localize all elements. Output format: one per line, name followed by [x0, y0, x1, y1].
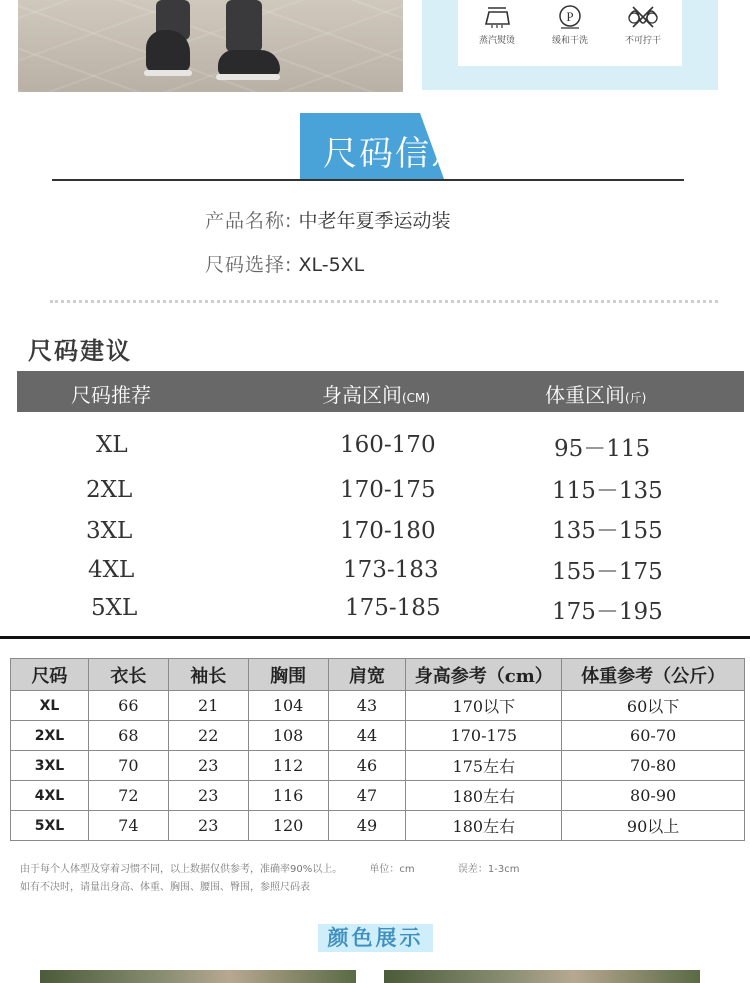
- table-row: [11, 721, 745, 751]
- table-cell: 112: [248, 751, 328, 781]
- advice-heading: 尺码建议: [28, 337, 132, 365]
- table-cell: 74: [88, 811, 168, 841]
- size-range-line: [205, 250, 364, 277]
- care-item-steam: 蒸汽熨烫: [462, 4, 532, 46]
- section-divider: [0, 636, 750, 639]
- advice-row-size: 2XL: [86, 477, 133, 503]
- gentle-dry-clean-icon: [556, 4, 584, 30]
- table-cell: 180左右: [406, 781, 562, 811]
- table-cell: 116: [248, 781, 328, 811]
- advice-row-height: 175-185: [345, 595, 441, 621]
- table-cell: 108: [248, 721, 328, 751]
- table-cell: 170-175: [406, 721, 562, 751]
- table-cell: XL: [11, 691, 89, 721]
- table-cell: 47: [328, 781, 406, 811]
- title-divider: [52, 179, 684, 181]
- table-row: [11, 781, 745, 811]
- advice-row-weight: 155－175: [552, 559, 663, 585]
- advice-table-header: [17, 371, 744, 412]
- table-cell: 23: [168, 811, 248, 841]
- advice-header-size: 尺码推荐: [71, 383, 151, 407]
- table-header-cell: 身高参考（cm）: [406, 659, 562, 691]
- table-cell: 90以上: [562, 811, 745, 841]
- table-cell: 72: [88, 781, 168, 811]
- table-cell: 3XL: [11, 751, 89, 781]
- advice-row-size: 5XL: [91, 595, 138, 621]
- advice-row-size: 4XL: [88, 557, 135, 583]
- measurement-advice: 如有不决时，请量出身高、体重、胸围、腰围、臀围，参照尺码表: [20, 882, 310, 893]
- advice-row-weight: 135－155: [552, 518, 663, 544]
- care-item-dryclean: P 缓和干洗: [535, 4, 605, 46]
- size-measurement-table: [10, 658, 745, 841]
- product-name-line: [205, 206, 450, 233]
- table-cell: 80-90: [562, 781, 745, 811]
- right-shoe: [218, 50, 280, 76]
- measurement-note: [20, 860, 519, 875]
- table-header-cell: 衣长: [88, 659, 168, 691]
- advice-row-height: 173-183: [343, 557, 439, 583]
- table-header-cell: 胸围: [248, 659, 328, 691]
- size-range-value: XL-5XL: [298, 254, 365, 276]
- left-shoe: [146, 30, 190, 72]
- table-row: [11, 751, 745, 781]
- table-cell: 49: [328, 811, 406, 841]
- disclaimer-text: 由于每个人体型及穿着习惯不同，以上数据仅供参考，准确率90%以上。: [20, 864, 343, 875]
- table-header-cell: 体重参考（公斤）: [562, 659, 745, 691]
- table-cell: 4XL: [11, 781, 89, 811]
- advice-header-weight: 体重区间(斤): [545, 383, 647, 407]
- advice-row-height: 160-170: [340, 432, 436, 458]
- table-cell: 175左右: [406, 751, 562, 781]
- color-section-heading: 颜色展示: [318, 924, 433, 952]
- table-cell: 23: [168, 781, 248, 811]
- product-photo-top: [18, 0, 403, 92]
- section-title: 尺码信息: [323, 134, 467, 174]
- advice-row-height: 170-180: [340, 518, 436, 544]
- advice-row-height: 170-175: [340, 477, 436, 503]
- table-row: [11, 811, 745, 841]
- table-cell: 5XL: [11, 811, 89, 841]
- table-cell: 70-80: [562, 751, 745, 781]
- unit-text: 单位：cm: [369, 864, 415, 875]
- size-range-label: 尺码选择:: [205, 254, 293, 276]
- error-text: 误差：1-3cm: [457, 864, 520, 875]
- advice-row-size: 3XL: [86, 518, 133, 544]
- advice-header-height: 身高区间(CM): [322, 383, 431, 407]
- table-cell: 120: [248, 811, 328, 841]
- color-photo-1: [40, 970, 356, 983]
- table-cell: 60以下: [562, 691, 745, 721]
- do-not-wring-icon: [625, 4, 661, 30]
- table-cell: 170以下: [406, 691, 562, 721]
- advice-row-weight: 95－115: [554, 436, 651, 462]
- table-cell: 66: [88, 691, 168, 721]
- table-header-cell: 尺码: [11, 659, 89, 691]
- steam-iron-icon: [480, 4, 514, 30]
- table-cell: 60-70: [562, 721, 745, 751]
- svg-text:P: P: [566, 9, 574, 24]
- table-cell: 180左右: [406, 811, 562, 841]
- table-cell: 43: [328, 691, 406, 721]
- care-item-no-wring: 不可拧干: [608, 4, 678, 46]
- table-header-row: [11, 659, 745, 691]
- table-row: [11, 691, 745, 721]
- table-cell: 44: [328, 721, 406, 751]
- product-name-label: 产品名称:: [205, 210, 293, 232]
- table-cell: 2XL: [11, 721, 89, 751]
- table-cell: 22: [168, 721, 248, 751]
- product-name-value: 中老年夏季运动装: [298, 210, 451, 232]
- dotted-divider: [50, 300, 718, 303]
- table-cell: 46: [328, 751, 406, 781]
- table-cell: 21: [168, 691, 248, 721]
- advice-row-weight: 175－195: [552, 599, 663, 625]
- advice-row-size: XL: [96, 432, 128, 458]
- table-cell: 104: [248, 691, 328, 721]
- advice-row-weight: 115－135: [552, 478, 663, 504]
- color-photo-2: [384, 970, 700, 983]
- care-instructions-panel: [422, 0, 718, 90]
- table-header-cell: 袖长: [168, 659, 248, 691]
- table-cell: 23: [168, 751, 248, 781]
- table-cell: 70: [88, 751, 168, 781]
- table-header-cell: 肩宽: [328, 659, 406, 691]
- table-cell: 68: [88, 721, 168, 751]
